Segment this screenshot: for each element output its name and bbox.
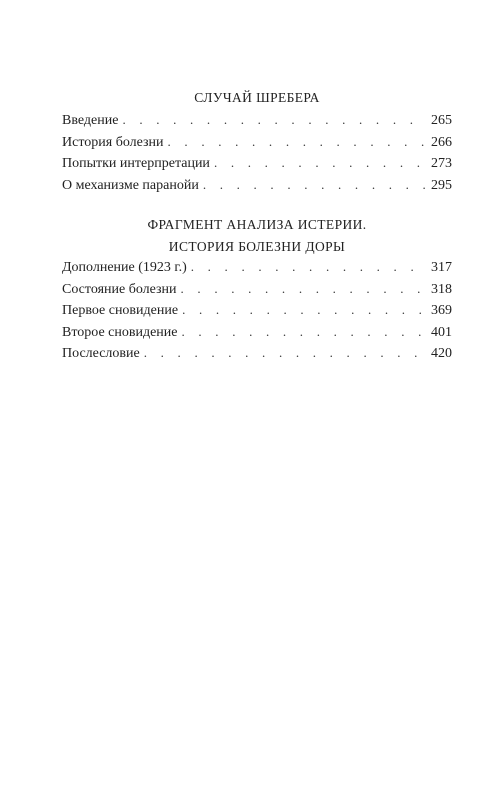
toc-entry-label: Второе сновидение — [62, 324, 178, 340]
toc-leader-dots — [182, 302, 427, 318]
toc-leader-dots — [214, 155, 427, 171]
toc-leader-dots — [203, 177, 427, 193]
toc-entry-label: Состояние болезни — [62, 281, 177, 297]
toc-entry-page: 317 — [431, 260, 452, 275]
toc-leader-dots — [191, 259, 427, 275]
toc-entry[interactable] — [62, 281, 452, 303]
toc-entry-label: Введение — [62, 113, 119, 128]
toc-entry[interactable] — [62, 134, 452, 156]
toc-leader-dots — [144, 345, 427, 361]
toc-entry-page: 401 — [431, 324, 452, 340]
toc-entry-page: 273 — [431, 156, 452, 171]
toc-entry[interactable] — [62, 345, 452, 367]
toc-entry[interactable] — [62, 324, 452, 346]
toc-entry[interactable] — [62, 155, 452, 177]
toc-entry-label: История болезни — [62, 134, 164, 150]
toc-leader-dots — [168, 134, 427, 150]
toc-entry[interactable] — [62, 112, 452, 134]
toc-entry[interactable] — [62, 302, 452, 324]
toc-leader-dots — [182, 324, 428, 340]
toc-entry-label: Попытки интерпретации — [62, 156, 210, 171]
toc-list-dora — [62, 259, 452, 367]
toc-entry-page: 420 — [431, 346, 452, 361]
toc-entry-label: Первое сновидение — [62, 303, 179, 318]
section-title-line: ИСТОРИЯ БОЛЕЗНИ ДОРЫ — [168, 239, 346, 254]
section-title-line: ФРАГМЕНТ АНАЛИЗА ИСТЕРИИ. — [147, 217, 367, 232]
section-title-line: СЛУЧАЙ ШРЕБЕРА — [194, 90, 320, 105]
toc-entry-label: О механизме паранойи — [62, 177, 199, 193]
toc-entry[interactable] — [62, 259, 452, 281]
section-title-dora — [62, 214, 452, 258]
toc-list-schreber — [62, 112, 452, 198]
toc-leader-dots — [181, 281, 427, 297]
section-title-schreber — [62, 87, 452, 109]
toc-entry-label: Дополнение (1923 г.) — [62, 260, 187, 275]
toc-entry-page: 266 — [431, 134, 452, 150]
toc-entry[interactable] — [62, 177, 452, 199]
toc-entry-page: 369 — [431, 303, 452, 318]
toc-entry-page: 295 — [431, 177, 452, 193]
toc-entry-page: 265 — [431, 113, 452, 128]
toc-leader-dots — [122, 112, 427, 128]
toc-entry-page: 318 — [431, 281, 452, 297]
toc-entry-label: Послесловие — [62, 346, 140, 361]
